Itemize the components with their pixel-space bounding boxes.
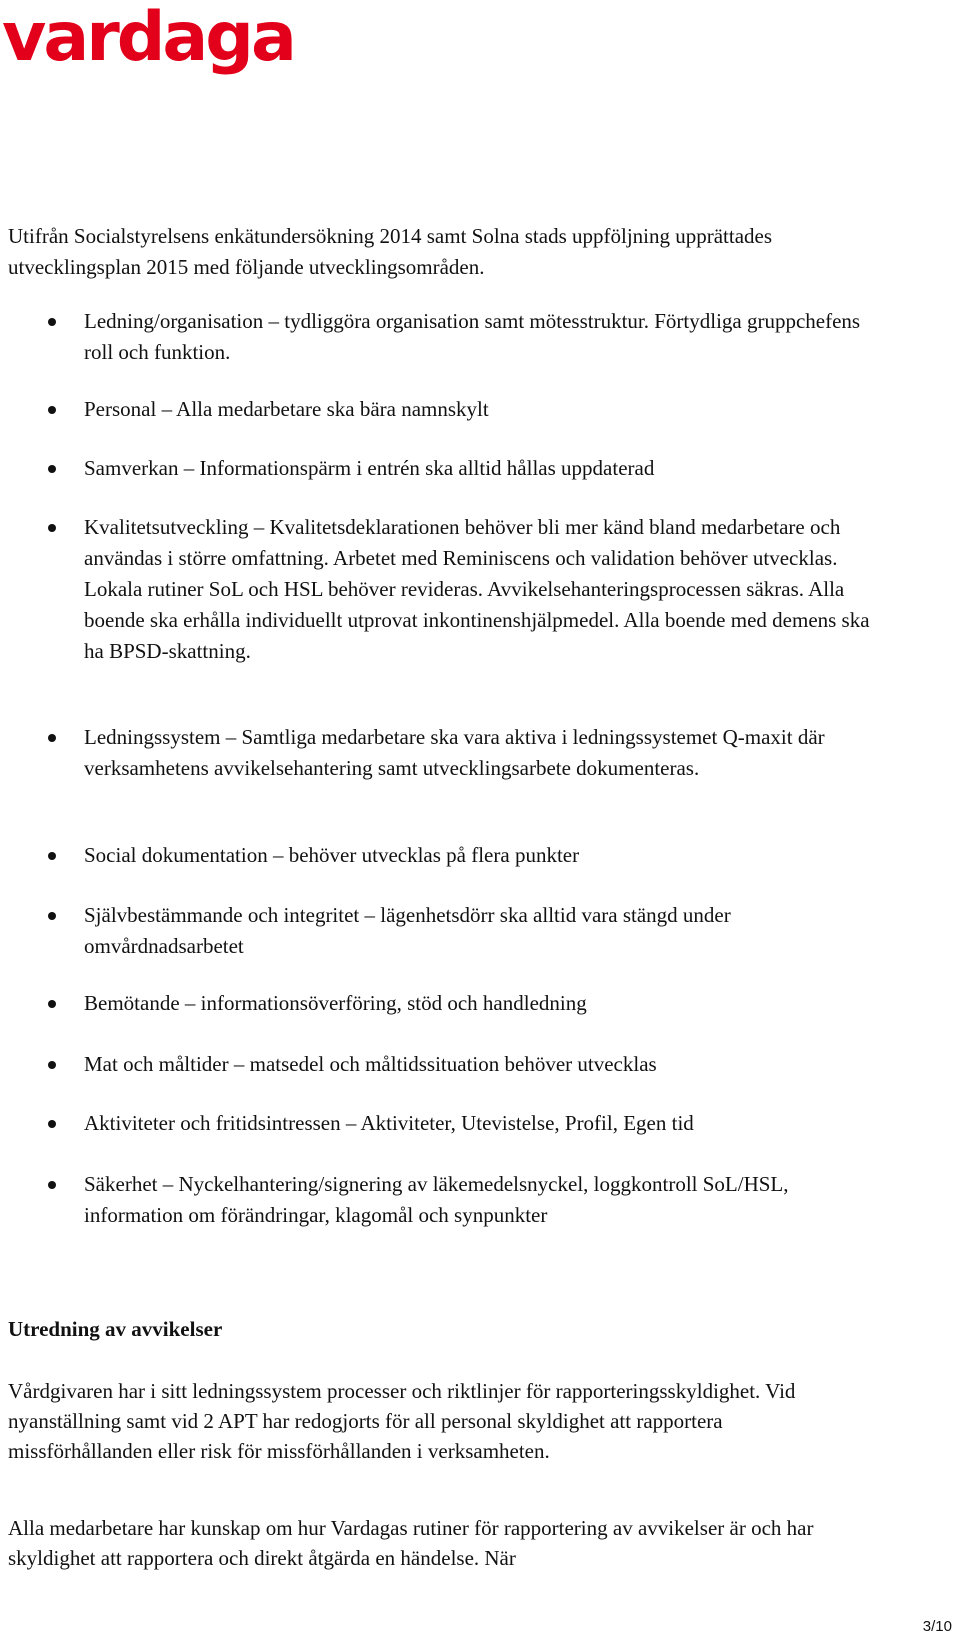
bullet-icon bbox=[48, 1049, 56, 1080]
list-item-text: Mat och måltider – matsedel och måltidssituation behöver utvecklas bbox=[84, 1052, 657, 1076]
vardaga-logo-image bbox=[0, 2, 310, 88]
list-item-text: Personal – Alla medarbetare ska bära namnskylt bbox=[84, 397, 489, 421]
bullet-icon bbox=[48, 1108, 56, 1139]
page-number: 3/10 bbox=[922, 1618, 952, 1635]
list-item bbox=[8, 900, 908, 962]
list-item bbox=[8, 988, 908, 1019]
bullet-icon bbox=[48, 512, 56, 543]
list-item-text: Självbestämmande och integritet – lägenhetsdörr ska alltid vara stängd under omvårdnadsarbetet bbox=[84, 903, 731, 958]
bullet-icon bbox=[48, 306, 56, 337]
bullet-icon bbox=[48, 453, 56, 484]
body-paragraph: Vårdgivaren har i sitt ledningssystem processer och riktlinjer för rapporteringsskyldighet. Vid nyanställning samt vid 2 APT har redogjorts för all personal skyldighet att rapportera missförhållanden eller risk för missförhållanden i verksamheten. bbox=[8, 1379, 796, 1463]
list-item bbox=[8, 1169, 908, 1231]
list-item-text: Bemötande – informationsöverföring, stöd och handledning bbox=[84, 991, 587, 1015]
bullet-icon bbox=[48, 900, 56, 931]
list-item bbox=[8, 1108, 908, 1139]
list-item bbox=[8, 306, 908, 368]
section-heading: Utredning av avvikelser bbox=[8, 1317, 223, 1341]
intro-paragraph: Utifrån Socialstyrelsens enkätundersökning 2014 samt Solna stads uppföljning upprättades utvecklingsplan 2015 med följande utvecklingsområden. bbox=[8, 224, 773, 279]
list-item bbox=[8, 394, 908, 425]
bullet-icon bbox=[48, 1169, 56, 1200]
list-item-text: Samverkan – Informationspärm i entrén ska alltid hållas uppdaterad bbox=[84, 456, 655, 480]
vardaga-logo bbox=[0, 2, 310, 88]
list-item bbox=[8, 1049, 908, 1080]
list-item bbox=[8, 722, 908, 784]
bullet-icon bbox=[48, 988, 56, 1019]
list-item-text: Social dokumentation – behöver utvecklas på flera punkter bbox=[84, 843, 580, 867]
list-item-text: Kvalitetsutveckling – Kvalitetsdeklarationen behöver bli mer känd bland medarbetare och användas i större omfattning. Arbetet med Reminiscens och validation behöver utvecklas. Lokala rutiner SoL och HSL behöver revideras. Avvikelsehanteringsprocessen säkras. Alla boende ska erhålla individuellt utprovat inkontinenshjälpmedel. Alla boende med demens ska ha BPSD-skattning. bbox=[84, 515, 870, 663]
svg-text:vardaga: vardaga bbox=[2, 2, 294, 77]
bullet-icon bbox=[48, 722, 56, 753]
list-item bbox=[8, 453, 908, 484]
list-item bbox=[8, 512, 908, 667]
bullet-icon bbox=[48, 840, 56, 871]
list-item-text: Ledningssystem – Samtliga medarbetare ska vara aktiva i ledningssystemet Q-maxit där verksamhetens avvikelsehantering samt utvecklingsarbete dokumenteras. bbox=[84, 725, 825, 780]
list-item-text: Säkerhet – Nyckelhantering/signering av läkemedelsnyckel, loggkontroll SoL/HSL, information om förändringar, klagomål och synpunkter bbox=[84, 1172, 789, 1227]
list-item bbox=[8, 840, 908, 871]
list-item-text: Ledning/organisation – tydliggöra organisation samt mötesstruktur. Förtydliga gruppchefens roll och funktion. bbox=[84, 309, 861, 364]
body-paragraph: Alla medarbetare har kunskap om hur Vardagas rutiner för rapportering av avvikelser är och har skyldighet att rapportera och direkt åtgärda en händelse. När bbox=[8, 1516, 814, 1570]
list-item-text: Aktiviteter och fritidsintressen – Aktiviteter, Utevistelse, Profil, Egen tid bbox=[84, 1111, 694, 1135]
bullet-icon bbox=[48, 394, 56, 425]
